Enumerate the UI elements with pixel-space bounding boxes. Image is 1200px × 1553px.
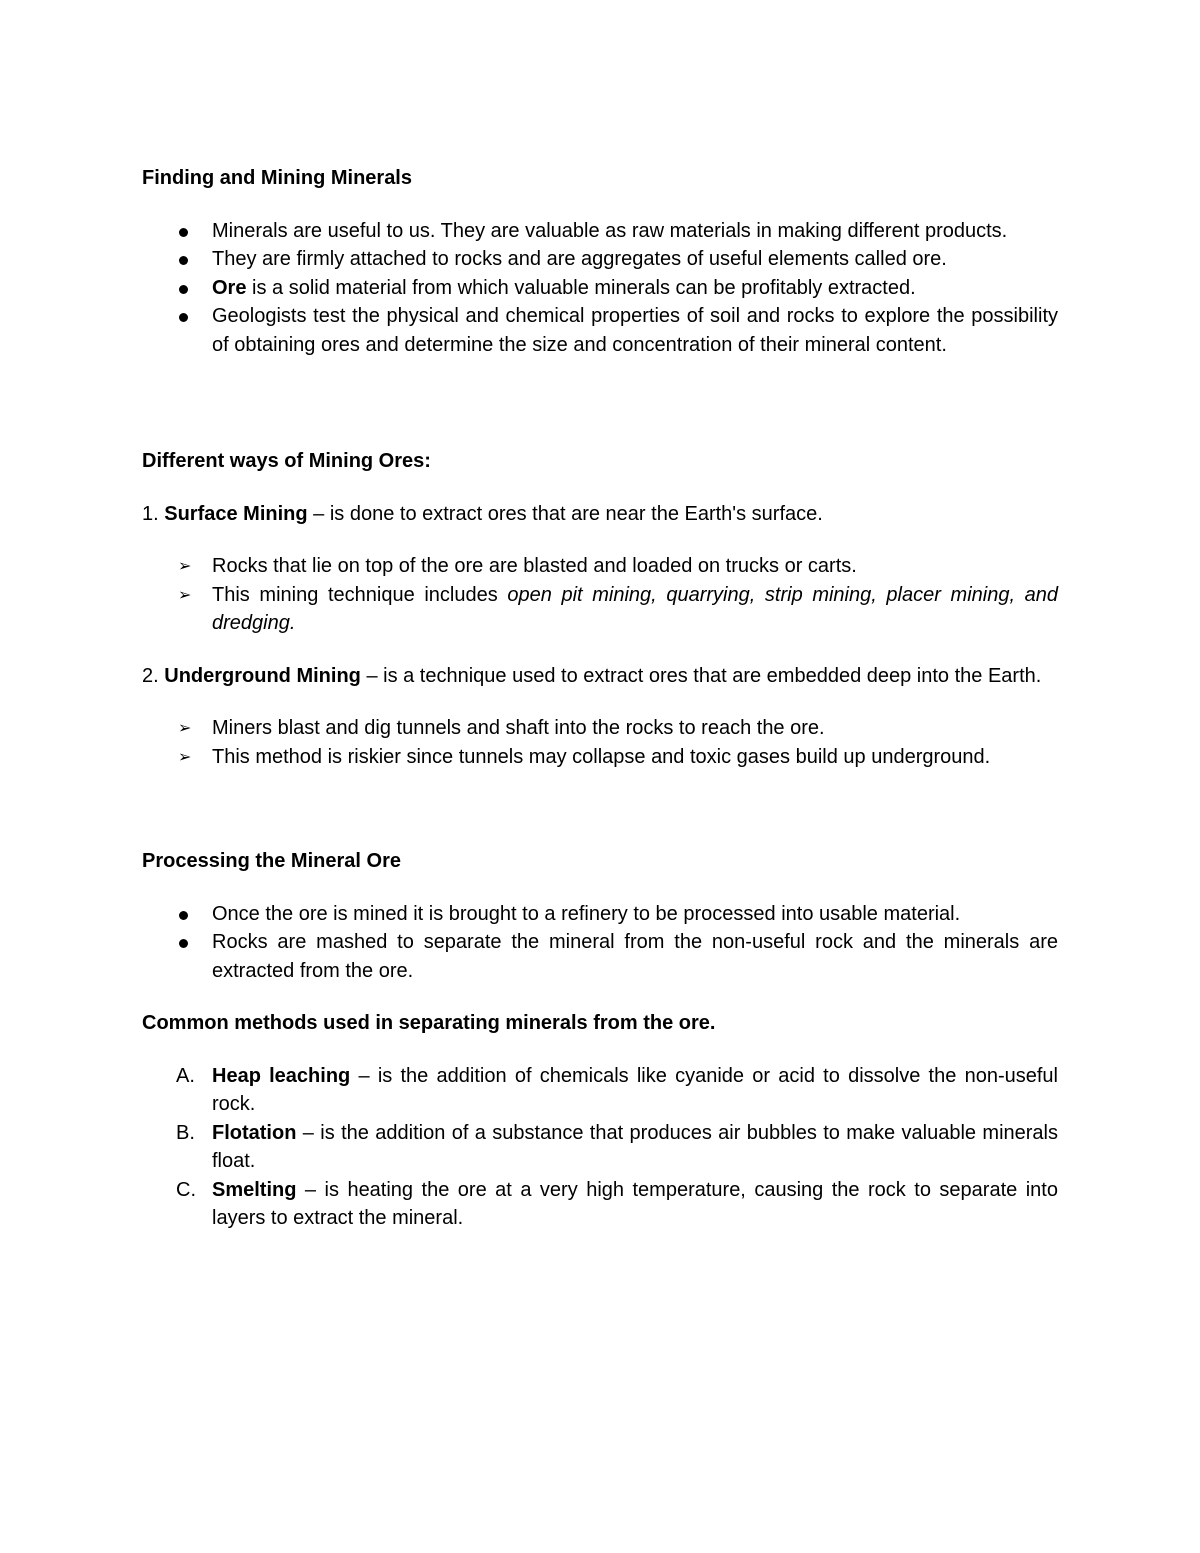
- list-item: [142, 274, 1058, 303]
- italic-text: open pit mining, quarrying, strip mining, placer mining, and dredging.: [212, 583, 1059, 634]
- list-item-text: – is the addition of a substance that produces air bubbles to make valuable minerals float.: [212, 1121, 1058, 1172]
- list-item: [142, 245, 1058, 274]
- item-number: 2.: [142, 664, 165, 687]
- arrow-bullet-icon: ➢: [178, 746, 192, 766]
- term-bold: Flotation: [212, 1121, 297, 1144]
- bullet-icon: [179, 285, 188, 294]
- list-item: [142, 1176, 1058, 1233]
- document-content: [142, 164, 1058, 1233]
- term-bold: Heap leaching: [212, 1064, 351, 1087]
- arrow-bullet-icon: ➢: [178, 718, 192, 737]
- bullet-list-finding-mining: [142, 217, 1058, 360]
- bullet-icon: [179, 256, 188, 265]
- list-item-text: – is the addition of chemicals like cyanide or acid to dissolve the non-useful rock.: [212, 1064, 1058, 1115]
- section-heading-ways-of-mining: Different ways of Mining Ores:: [142, 450, 431, 472]
- list-item-text: Rocks are mashed to separate the mineral from the non-useful rock and the minerals are extracted from the ore.: [212, 931, 1058, 982]
- list-item-text: is a solid material from which valuable minerals can be profitably extracted.: [246, 276, 916, 299]
- bullet-icon: [179, 313, 188, 322]
- list-item-text: This method is riskier since tunnels may collapse and toxic gases build up underground.: [212, 745, 991, 768]
- list-item-text: Geologists test the physical and chemical properties of soil and rocks to explore the possibility of obtaining ores and determine the size and concentration of their mineral content.: [212, 305, 1058, 356]
- term-bold: Smelting: [212, 1178, 297, 1201]
- bullet-list-processing: [142, 900, 1058, 986]
- arrow-bullet-icon: ➢: [178, 584, 192, 604]
- list-item: [142, 217, 1058, 246]
- list-item: [142, 900, 1058, 929]
- arrow-list-underground-mining: [142, 714, 1058, 771]
- list-item-text: – is heating the ore at a very high temperature, causing the rock to separate into layers to extract the mineral.: [212, 1178, 1058, 1229]
- item-text: – is a technique used to extract ores that are embedded deep into the Earth.: [360, 664, 1042, 687]
- list-item-text: Once the ore is mined it is brought to a refinery to be processed into usable material.: [212, 902, 961, 925]
- list-item: [142, 302, 1058, 359]
- section-heading-processing: Processing the Mineral Ore: [142, 850, 401, 872]
- list-item: [142, 1062, 1058, 1119]
- list-item: [142, 552, 1058, 581]
- list-letter: C.: [176, 1178, 196, 1201]
- list-item: [142, 743, 1058, 772]
- term-bold: Surface Mining: [164, 502, 308, 525]
- list-item-text: This mining technique includes: [212, 583, 508, 606]
- item-number: 1.: [142, 502, 165, 525]
- list-item-text: Minerals are useful to us. They are valuable as raw materials in making different products.: [212, 219, 1008, 242]
- list-item: [142, 714, 1058, 743]
- section-heading-common-methods: Common methods used in separating minerals from the ore.: [142, 1012, 716, 1034]
- list-item: [142, 928, 1058, 985]
- section-heading-finding-mining: Finding and Mining Minerals: [142, 167, 412, 189]
- numbered-item-surface-mining: [142, 500, 1058, 529]
- bullet-icon: [179, 939, 188, 948]
- list-item-text: They are firmly attached to rocks and are aggregates of useful elements called ore.: [212, 248, 947, 270]
- bullet-icon: [179, 228, 188, 237]
- list-item-text: Miners blast and dig tunnels and shaft into the rocks to reach the ore.: [212, 717, 825, 739]
- bullet-icon: [179, 911, 188, 920]
- list-item: [142, 581, 1058, 638]
- list-item-text: Rocks that lie on top of the ore are blasted and loaded on trucks or carts.: [212, 555, 857, 577]
- term-bold: Underground Mining: [164, 664, 361, 687]
- list-item: [142, 1119, 1058, 1176]
- arrow-list-surface-mining: [142, 552, 1058, 638]
- arrow-bullet-icon: ➢: [178, 556, 192, 575]
- list-letter: A.: [176, 1064, 195, 1087]
- term-bold: Ore: [212, 276, 247, 299]
- numbered-item-underground-mining: [142, 662, 1058, 691]
- lettered-list-methods: [142, 1062, 1058, 1233]
- list-letter: B.: [176, 1121, 195, 1144]
- item-text: – is done to extract ores that are near the Earth's surface.: [307, 502, 823, 525]
